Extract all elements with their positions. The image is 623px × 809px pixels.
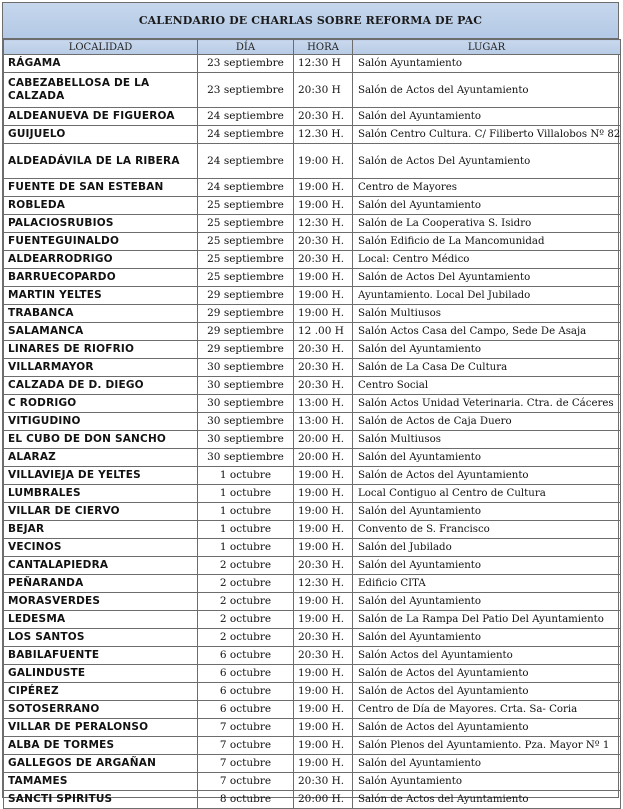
cell-dia: 1 octubre <box>198 485 294 503</box>
cell-hora: 19:00 H. <box>294 539 353 557</box>
cell-localidad: CALZADA DE D. DIEGO <box>4 377 198 395</box>
table-row <box>4 683 621 701</box>
header-lugar: LUGAR <box>353 40 621 55</box>
cell-lugar: Salón Ayuntamiento <box>353 55 621 73</box>
cell-lugar: Salón de Actos del Ayuntamiento <box>353 791 621 809</box>
cell-localidad: ALARAZ <box>4 449 198 467</box>
cell-lugar: Local: Centro Médico <box>353 251 621 269</box>
cell-dia: 30 septiembre <box>198 377 294 395</box>
cell-localidad: LOS SANTOS <box>4 629 198 647</box>
cell-hora: 12.30 H. <box>294 126 353 144</box>
cell-lugar: Salón del Ayuntamiento <box>353 755 621 773</box>
cell-hora: 20:30 H. <box>294 377 353 395</box>
cell-dia: 25 septiembre <box>198 197 294 215</box>
cell-lugar: Local Contiguo al Centro de Cultura <box>353 485 621 503</box>
header-localidad: LOCALIDAD <box>4 40 198 55</box>
cell-localidad: GUIJUELO <box>4 126 198 144</box>
cell-hora: 12:30 H. <box>294 575 353 593</box>
table-row <box>4 287 621 305</box>
table-row <box>4 323 621 341</box>
cell-localidad: PALACIOSRUBIOS <box>4 215 198 233</box>
cell-hora: 19:00 H. <box>294 287 353 305</box>
cell-localidad: MARTIN YELTES <box>4 287 198 305</box>
table-row <box>4 521 621 539</box>
cell-lugar: Salón de Actos del Ayuntamiento <box>353 73 621 108</box>
cell-localidad: BABILAFUENTE <box>4 647 198 665</box>
table-title: CALENDARIO DE CHARLAS SOBRE REFORMA DE PAC <box>3 3 618 39</box>
cell-lugar: Centro Social <box>353 377 621 395</box>
table-row <box>4 611 621 629</box>
cell-localidad: RÁGAMA <box>4 55 198 73</box>
cell-lugar: Salón Actos Unidad Veterinaria. Ctra. de Cáceres <box>353 395 621 413</box>
cell-lugar: Salón Plenos del Ayuntamiento. Pza. Mayor Nº 1 <box>353 737 621 755</box>
cell-lugar: Salón de Actos del Ayuntamiento <box>353 665 621 683</box>
cell-dia: 29 septiembre <box>198 287 294 305</box>
cell-dia: 29 septiembre <box>198 323 294 341</box>
cell-dia: 30 septiembre <box>198 413 294 431</box>
cell-lugar: Salón del Ayuntamiento <box>353 503 621 521</box>
table-row <box>4 539 621 557</box>
table-row <box>4 179 621 197</box>
table-row <box>4 73 621 108</box>
cell-hora: 13:00 H. <box>294 413 353 431</box>
cell-lugar: Salón Ayuntamiento <box>353 773 621 791</box>
cell-dia: 1 octubre <box>198 521 294 539</box>
cell-dia: 23 septiembre <box>198 73 294 108</box>
cell-lugar: Salón Centro Cultura. C/ Filiberto Villalobos Nº 82 <box>353 126 621 144</box>
cell-hora: 19:00 H. <box>294 144 353 179</box>
cell-dia: 30 septiembre <box>198 449 294 467</box>
cell-localidad: ALDEANUEVA DE FIGUEROA <box>4 108 198 126</box>
cell-hora: 20:30 H. <box>294 629 353 647</box>
cell-dia: 2 octubre <box>198 611 294 629</box>
cell-lugar: Salón del Jubilado <box>353 539 621 557</box>
cell-dia: 7 octubre <box>198 755 294 773</box>
cell-dia: 24 septiembre <box>198 179 294 197</box>
cell-localidad: SOTOSERRANO <box>4 701 198 719</box>
cell-hora: 19:00 H. <box>294 485 353 503</box>
cell-dia: 6 octubre <box>198 647 294 665</box>
table-row <box>4 215 621 233</box>
cell-dia: 1 octubre <box>198 539 294 557</box>
cell-dia: 7 octubre <box>198 773 294 791</box>
cell-lugar: Salón de La Rampa Del Patio Del Ayuntamiento <box>353 611 621 629</box>
cell-dia: 25 septiembre <box>198 215 294 233</box>
cell-lugar: Salón del Ayuntamiento <box>353 108 621 126</box>
table-row <box>4 395 621 413</box>
cell-lugar: Salón Edificio de La Mancomunidad <box>353 233 621 251</box>
cell-localidad: ALDEADÁVILA DE LA RIBERA <box>4 144 198 179</box>
cell-localidad: LUMBRALES <box>4 485 198 503</box>
cell-dia: 30 septiembre <box>198 395 294 413</box>
cell-dia: 6 octubre <box>198 701 294 719</box>
table-row <box>4 269 621 287</box>
cell-hora: 19:00 H. <box>294 467 353 485</box>
cell-hora: 19:00 H. <box>294 611 353 629</box>
table-row <box>4 665 621 683</box>
cell-localidad: ROBLEDA <box>4 197 198 215</box>
cell-dia: 24 septiembre <box>198 108 294 126</box>
cell-localidad: VILLAR DE PERALONSO <box>4 719 198 737</box>
cell-dia: 2 octubre <box>198 575 294 593</box>
cell-hora: 19:00 H. <box>294 755 353 773</box>
cell-localidad: VILLAVIEJA DE YELTES <box>4 467 198 485</box>
cell-hora: 12:30 H <box>294 55 353 73</box>
cell-localidad: GALLEGOS DE ARGAÑAN <box>4 755 198 773</box>
cell-hora: 20:00 H. <box>294 791 353 809</box>
cell-localidad: TAMAMES <box>4 773 198 791</box>
cell-lugar: Salón Actos Casa del Campo, Sede De Asaja <box>353 323 621 341</box>
cell-hora: 19:00 H. <box>294 503 353 521</box>
table-row <box>4 503 621 521</box>
cell-localidad: ALBA DE TORMES <box>4 737 198 755</box>
table-row <box>4 737 621 755</box>
cell-lugar: Salón de Actos del Ayuntamiento <box>353 683 621 701</box>
cell-hora: 12:30 H. <box>294 215 353 233</box>
cell-hora: 20:30 H. <box>294 647 353 665</box>
cell-hora: 19:00 H. <box>294 521 353 539</box>
table-row <box>4 719 621 737</box>
cell-hora: 20:30 H. <box>294 557 353 575</box>
table-row <box>4 377 621 395</box>
cell-localidad: CIPÉREZ <box>4 683 198 701</box>
cell-localidad: MORASVERDES <box>4 593 198 611</box>
cell-lugar: Convento de S. Francisco <box>353 521 621 539</box>
table-row <box>4 305 621 323</box>
cell-dia: 6 octubre <box>198 665 294 683</box>
cell-dia: 7 octubre <box>198 737 294 755</box>
cell-localidad: C RODRIGO <box>4 395 198 413</box>
cell-dia: 1 octubre <box>198 503 294 521</box>
cell-hora: 19:00 H. <box>294 305 353 323</box>
cell-hora: 19:00 H. <box>294 719 353 737</box>
cell-dia: 2 octubre <box>198 629 294 647</box>
cell-dia: 8 octubre <box>198 791 294 809</box>
cell-hora: 19:00 H. <box>294 179 353 197</box>
cell-localidad: VILLAR DE CIERVO <box>4 503 198 521</box>
table-row <box>4 431 621 449</box>
table-row <box>4 593 621 611</box>
cell-hora: 19:00 H. <box>294 737 353 755</box>
cell-hora: 19:00 H. <box>294 593 353 611</box>
cell-hora: 20:00 H. <box>294 449 353 467</box>
table-row <box>4 791 621 809</box>
table-row <box>4 55 621 73</box>
cell-lugar: Edificio CITA <box>353 575 621 593</box>
header-dia: DÍA <box>198 40 294 55</box>
table-row <box>4 341 621 359</box>
cell-dia: 30 septiembre <box>198 359 294 377</box>
cell-localidad: ALDEARRODRIGO <box>4 251 198 269</box>
table-row <box>4 467 621 485</box>
table-row <box>4 197 621 215</box>
cell-hora: 19:00 H. <box>294 197 353 215</box>
cell-dia: 2 octubre <box>198 593 294 611</box>
cell-hora: 20:30 H <box>294 73 353 108</box>
cell-localidad: LINARES DE RIOFRIO <box>4 341 198 359</box>
cell-lugar: Salón de La Casa De Cultura <box>353 359 621 377</box>
cell-localidad: SANCTI SPIRITUS <box>4 791 198 809</box>
cell-dia: 7 octubre <box>198 719 294 737</box>
cell-hora: 20:30 H. <box>294 359 353 377</box>
table-row <box>4 126 621 144</box>
cell-localidad: FUENTE DE SAN ESTEBAN <box>4 179 198 197</box>
cell-lugar: Salón del Ayuntamiento <box>353 593 621 611</box>
cell-lugar: Centro de Día de Mayores. Crta. Sa- Coria <box>353 701 621 719</box>
table-row <box>4 629 621 647</box>
cell-dia: 25 septiembre <box>198 251 294 269</box>
cell-dia: 23 septiembre <box>198 55 294 73</box>
cell-localidad: EL CUBO DE DON SANCHO <box>4 431 198 449</box>
table-row <box>4 575 621 593</box>
cell-dia: 25 septiembre <box>198 269 294 287</box>
cell-localidad: FUENTEGUINALDO <box>4 233 198 251</box>
cell-dia: 29 septiembre <box>198 305 294 323</box>
table-row <box>4 144 621 179</box>
cell-localidad: BARRUECOPARDO <box>4 269 198 287</box>
cell-dia: 24 septiembre <box>198 144 294 179</box>
cell-hora: 20:30 H. <box>294 233 353 251</box>
cell-lugar: Salón del Ayuntamiento <box>353 197 621 215</box>
cell-hora: 20:30 H. <box>294 251 353 269</box>
cell-dia: 2 octubre <box>198 557 294 575</box>
cell-lugar: Salón de Actos del Ayuntamiento <box>353 467 621 485</box>
cell-hora: 19:00 H. <box>294 665 353 683</box>
cell-dia: 29 septiembre <box>198 341 294 359</box>
cell-localidad: TRABANCA <box>4 305 198 323</box>
cell-dia: 1 octubre <box>198 467 294 485</box>
cell-lugar: Centro de Mayores <box>353 179 621 197</box>
table-row <box>4 233 621 251</box>
cell-localidad: CANTALAPIEDRA <box>4 557 198 575</box>
table-row <box>4 485 621 503</box>
cell-lugar: Salón de La Cooperativa S. Isidro <box>353 215 621 233</box>
cell-lugar: Salón del Ayuntamiento <box>353 341 621 359</box>
cell-lugar: Salón de Actos Del Ayuntamiento <box>353 144 621 179</box>
table-header-row <box>4 40 621 55</box>
table-row <box>4 701 621 719</box>
cell-lugar: Salón de Actos del Ayuntamiento <box>353 719 621 737</box>
cell-localidad: VITIGUDINO <box>4 413 198 431</box>
header-hora: HORA <box>294 40 353 55</box>
schedule-table <box>3 39 621 809</box>
cell-localidad: BEJAR <box>4 521 198 539</box>
cell-lugar: Salón de Actos Del Ayuntamiento <box>353 269 621 287</box>
table-row <box>4 773 621 791</box>
cell-lugar: Salón Multiusos <box>353 431 621 449</box>
cell-lugar: Salón de Actos de Caja Duero <box>353 413 621 431</box>
cell-lugar: Salón del Ayuntamiento <box>353 629 621 647</box>
cell-lugar: Salón del Ayuntamiento <box>353 449 621 467</box>
table-row <box>4 413 621 431</box>
cell-localidad: VILLARMAYOR <box>4 359 198 377</box>
cell-localidad: SALAMANCA <box>4 323 198 341</box>
table-row <box>4 251 621 269</box>
cell-lugar: Salón del Ayuntamiento <box>353 557 621 575</box>
table-row <box>4 647 621 665</box>
cell-hora: 19:00 H. <box>294 683 353 701</box>
cell-hora: 13:00 H. <box>294 395 353 413</box>
cell-hora: 20:00 H. <box>294 431 353 449</box>
table-row <box>4 108 621 126</box>
cell-localidad: GALINDUSTE <box>4 665 198 683</box>
cell-hora: 20:30 H. <box>294 341 353 359</box>
cell-dia: 30 septiembre <box>198 431 294 449</box>
cell-localidad: PEÑARANDA <box>4 575 198 593</box>
cell-lugar: Salón Actos del Ayuntamiento <box>353 647 621 665</box>
cell-lugar: Salón Multiusos <box>353 305 621 323</box>
schedule-table-frame <box>2 2 621 805</box>
cell-hora: 20:30 H. <box>294 108 353 126</box>
cell-lugar: Ayuntamiento. Local Del Jubilado <box>353 287 621 305</box>
cell-hora: 19:00 H. <box>294 269 353 287</box>
cell-hora: 19:00 H. <box>294 701 353 719</box>
cell-localidad: VECINOS <box>4 539 198 557</box>
cell-hora: 12 .00 H <box>294 323 353 341</box>
table-row <box>4 557 621 575</box>
cell-hora: 20:30 H. <box>294 773 353 791</box>
cell-dia: 6 octubre <box>198 683 294 701</box>
table-row <box>4 359 621 377</box>
table-row <box>4 449 621 467</box>
cell-localidad: CABEZABELLOSA DE LA CALZADA <box>4 73 198 108</box>
cell-dia: 25 septiembre <box>198 233 294 251</box>
cell-dia: 24 septiembre <box>198 126 294 144</box>
table-row <box>4 755 621 773</box>
cell-localidad: LEDESMA <box>4 611 198 629</box>
